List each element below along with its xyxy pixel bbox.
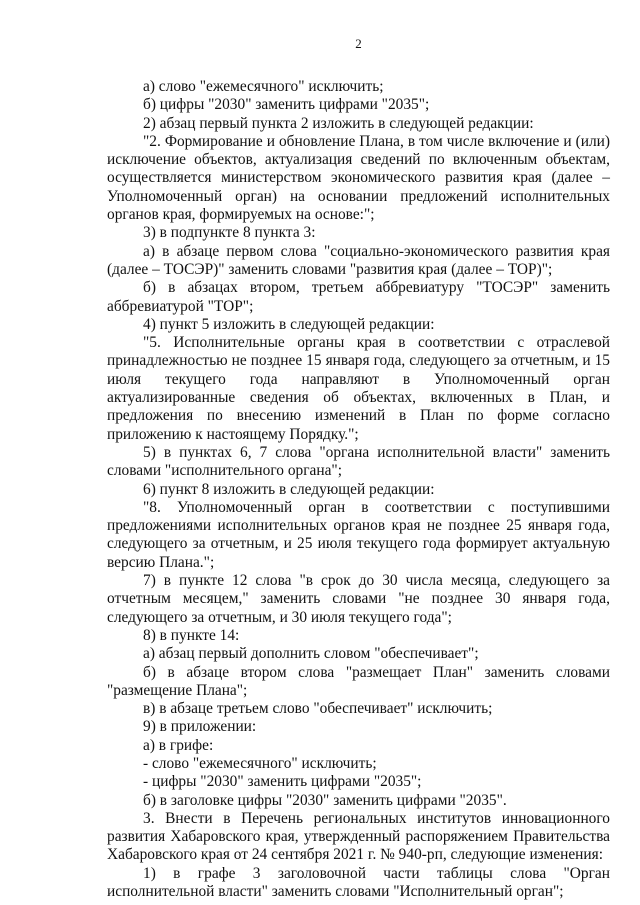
paragraph: 2) абзац первый пункта 2 изложить в следующей редакции:	[143, 114, 534, 132]
paragraph: 3. Внести в Перечень региональных институтов инновационного развития Хабаровского края, утвержденный распоряжением Правительства Хабаровского края от 24 сентября 2021 г. № 940-рп, следующие изменения:	[107, 809, 610, 864]
paragraph: - слово "ежемесячного" исключить;	[143, 754, 377, 772]
paragraph: 9) в приложении:	[143, 718, 257, 736]
paragraph: 7) в пункте 12 слова "в срок до 30 числа месяца, следующего за отчетным месяцем," заменить словами "не позднее 30 января года, следующего за отчетным, и 30 июля текущего года";	[107, 572, 610, 626]
paragraph: а) слово "ежемесячного" исключить;	[143, 78, 384, 95]
paragraph: б) цифры "2030" заменить цифрами "2035";	[143, 96, 430, 114]
page-number: 2	[355, 36, 362, 51]
paragraph: в) в абзаце третьем слово "обеспечивает" исключить;	[143, 700, 493, 718]
paragraph: а) в грифе:	[143, 736, 214, 754]
paragraph: а) в абзаце первом слова "социально-экономического развития края (далее – ТОСЭР)" заменить словами "развития края (далее – ТОР)";	[107, 242, 610, 278]
paragraph: 4) пункт 5 изложить в следующей редакции:	[143, 315, 435, 333]
paragraph: 3) в подпункте 8 пункта 3:	[143, 224, 316, 242]
paragraph: 6) пункт 8 изложить в следующей редакции:	[143, 480, 435, 498]
paragraph: "2. Формирование и обновление Плана, в том числе включение и (или) исключение объектов, актуализация сведений по включенным объектам, осуществляется министерством экономического развития края (далее – Уполномоченный орган) на основании предложений исполнительных органов края, формируемых на основе:";	[107, 132, 610, 224]
paragraph: 1) в графе 3 заголовочной части таблицы слова "Орган исполнительной власти" заменить словами "Исполнительный орган";	[107, 864, 610, 901]
paragraph: б) в абзаце втором слова "размещает План" заменить словами "размещение Плана";	[107, 663, 610, 699]
paragraph: б) в заголовке цифры "2030" заменить цифрами "2035".	[143, 791, 507, 809]
paragraph: - цифры "2030" заменить цифрами "2035";	[143, 773, 422, 791]
paragraph: б) в абзацах втором, третьем аббревиатуру "ТОСЭР" заменить аббревиатурой "ТОР";	[107, 279, 610, 315]
document-body	[107, 78, 610, 901]
paragraph: "5. Исполнительные органы края в соответствии с отраслевой принадлежностью не позднее 15 января года, следующего за отчетным, и 15 июля текущего года направляют в Уполномоченный орган актуализированные сведения об объектах, включенных в План, и предложения по внесению изменений в План по форме согласно приложению к настоящему Порядку.";	[107, 334, 610, 443]
paragraph: 5) в пунктах 6, 7 слова "органа исполнительной власти" заменить словами "исполнительного органа";	[107, 443, 610, 480]
paragraph: а) абзац первый дополнить словом "обеспечивает";	[143, 645, 479, 663]
paragraph: 8) в пункте 14:	[143, 626, 240, 644]
paragraph: "8. Уполномоченный орган в соответствии с поступившими предложениями исполнительных органов края не позднее 25 января года, следующего за отчетным, и 25 июля текущего года формирует актуальную версию Плана.";	[107, 498, 610, 571]
